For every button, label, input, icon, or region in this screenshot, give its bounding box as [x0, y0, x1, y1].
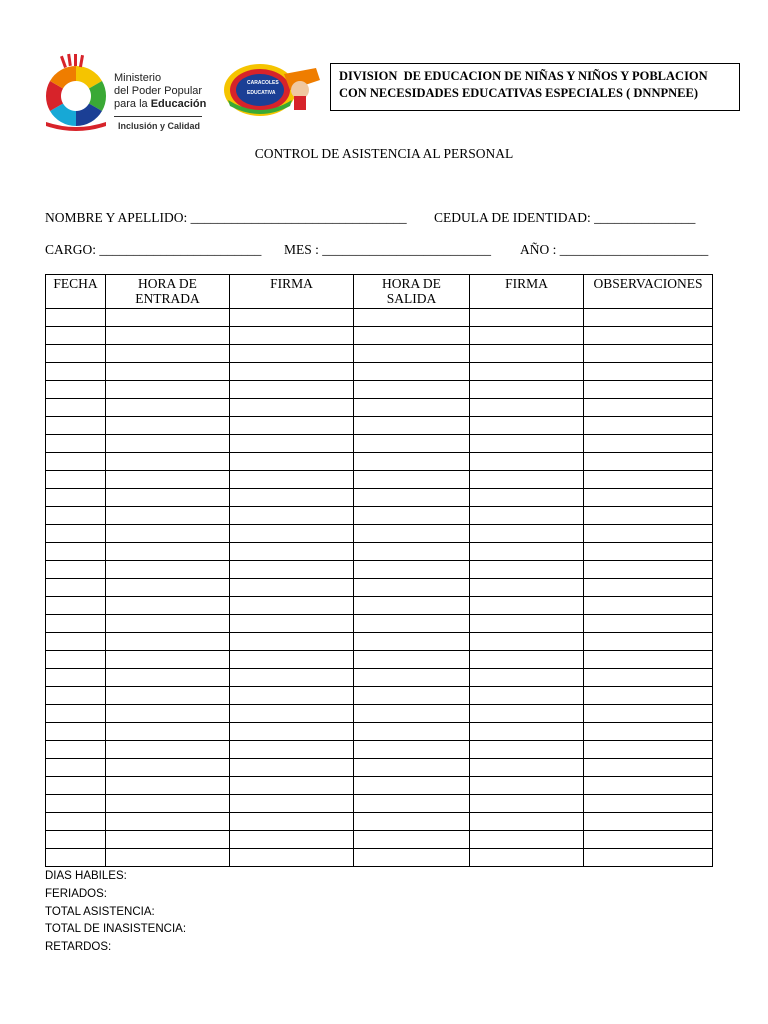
table-row	[46, 741, 713, 759]
table-cell[interactable]	[46, 453, 106, 471]
table-cell[interactable]	[470, 309, 584, 327]
table-cell[interactable]	[106, 669, 230, 687]
table-cell[interactable]	[106, 417, 230, 435]
table-cell[interactable]	[354, 849, 470, 867]
table-row	[46, 525, 713, 543]
mes-field[interactable]: MES : _________________________	[284, 242, 492, 257]
ministry-name-line1: Ministerio	[114, 72, 162, 84]
table-cell[interactable]	[46, 471, 106, 489]
column-header	[470, 275, 584, 309]
table-cell[interactable]	[584, 327, 713, 345]
table-cell[interactable]	[470, 759, 584, 777]
table-body	[46, 309, 713, 867]
column-header-text: FECHA	[53, 276, 98, 291]
ministry-logo-rule	[114, 116, 202, 117]
column-header	[584, 275, 713, 309]
document-title: CONTROL DE ASISTENCIA AL PERSONAL	[254, 146, 514, 161]
table-cell[interactable]	[230, 561, 354, 579]
table-cell[interactable]	[106, 345, 230, 363]
table-cell[interactable]	[106, 651, 230, 669]
table-cell[interactable]	[46, 705, 106, 723]
table-header-row	[46, 275, 713, 309]
table-row	[46, 687, 713, 705]
table-cell[interactable]	[106, 489, 230, 507]
table-cell[interactable]	[470, 831, 584, 849]
table-cell[interactable]	[106, 363, 230, 381]
table-cell[interactable]	[46, 741, 106, 759]
table-cell[interactable]	[106, 759, 230, 777]
table-cell[interactable]	[46, 543, 106, 561]
table-row	[46, 363, 713, 381]
table-cell[interactable]	[230, 399, 354, 417]
table-cell[interactable]	[470, 507, 584, 525]
table-cell[interactable]	[470, 579, 584, 597]
table-cell[interactable]	[46, 759, 106, 777]
table-cell[interactable]	[470, 471, 584, 489]
column-header	[230, 275, 354, 309]
table-cell[interactable]	[106, 435, 230, 453]
table-cell[interactable]	[230, 759, 354, 777]
table-cell[interactable]	[354, 579, 470, 597]
table-cell[interactable]	[230, 705, 354, 723]
table-cell[interactable]	[584, 633, 713, 651]
table-cell[interactable]	[584, 345, 713, 363]
table-cell[interactable]	[470, 669, 584, 687]
table-cell[interactable]	[354, 813, 470, 831]
table-cell[interactable]	[470, 453, 584, 471]
column-header-text: FIRMA	[270, 276, 313, 291]
campaign-text-line1: CARACOLES	[247, 80, 279, 86]
table-cell[interactable]	[230, 381, 354, 399]
table-cell[interactable]	[106, 597, 230, 615]
table-cell[interactable]	[470, 615, 584, 633]
column-header-text: SALIDA	[386, 291, 437, 306]
table-cell[interactable]	[470, 363, 584, 381]
table-row	[46, 723, 713, 741]
table-cell[interactable]	[106, 633, 230, 651]
table-cell[interactable]	[46, 669, 106, 687]
table-cell[interactable]	[354, 561, 470, 579]
column-header-text: FIRMA	[505, 276, 548, 291]
table-cell[interactable]	[584, 795, 713, 813]
table-cell[interactable]	[230, 453, 354, 471]
table-cell[interactable]	[584, 849, 713, 867]
table-cell[interactable]	[46, 831, 106, 849]
table-row	[46, 345, 713, 363]
table-cell[interactable]	[470, 723, 584, 741]
table-row	[46, 813, 713, 831]
table-cell[interactable]	[46, 345, 106, 363]
table-row	[46, 633, 713, 651]
table-cell[interactable]	[46, 795, 106, 813]
table-cell[interactable]	[106, 723, 230, 741]
table-cell[interactable]	[584, 399, 713, 417]
attendance-table	[45, 274, 713, 867]
table-cell[interactable]	[354, 435, 470, 453]
table-cell[interactable]	[470, 633, 584, 651]
table-cell[interactable]	[584, 309, 713, 327]
table-cell[interactable]	[46, 579, 106, 597]
table-cell[interactable]	[106, 381, 230, 399]
column-header-text: OBSERVACIONES	[593, 276, 703, 291]
ministry-logo	[42, 52, 212, 136]
table-cell[interactable]	[230, 579, 354, 597]
table-row	[46, 327, 713, 345]
division-line2: CON NECESIDADES EDUCATIVAS ESPECIALES ( DNNPNEE)	[339, 86, 698, 100]
table-cell[interactable]	[470, 345, 584, 363]
table-cell[interactable]	[584, 507, 713, 525]
table-cell[interactable]	[46, 777, 106, 795]
table-cell[interactable]	[470, 543, 584, 561]
table-cell[interactable]	[106, 525, 230, 543]
table-cell[interactable]	[230, 741, 354, 759]
table-row	[46, 777, 713, 795]
table-row	[46, 831, 713, 849]
table-cell[interactable]	[230, 345, 354, 363]
table-cell[interactable]	[230, 795, 354, 813]
total-asistencia-label: TOTAL ASISTENCIA:	[45, 906, 155, 918]
table-cell[interactable]	[354, 759, 470, 777]
ministry-emblem-icon	[42, 52, 112, 136]
table-cell[interactable]	[470, 651, 584, 669]
table-cell[interactable]	[354, 651, 470, 669]
table-cell[interactable]	[106, 777, 230, 795]
table-row	[46, 543, 713, 561]
table-cell[interactable]	[230, 435, 354, 453]
table-row	[46, 471, 713, 489]
total-inasistencia-label: TOTAL DE INASISTENCIA:	[45, 923, 187, 935]
feriados-label: FERIADOS:	[45, 888, 107, 900]
table-row	[46, 705, 713, 723]
table-cell[interactable]	[46, 723, 106, 741]
table-row	[46, 507, 713, 525]
table-cell[interactable]	[46, 651, 106, 669]
table-cell[interactable]	[584, 777, 713, 795]
table-cell[interactable]	[354, 741, 470, 759]
table-cell[interactable]	[584, 831, 713, 849]
table-cell[interactable]	[354, 831, 470, 849]
table-cell[interactable]	[470, 381, 584, 399]
table-cell[interactable]	[230, 507, 354, 525]
table-cell[interactable]	[470, 795, 584, 813]
table-cell[interactable]	[584, 543, 713, 561]
table-cell[interactable]	[584, 561, 713, 579]
cargo-field[interactable]: CARGO: ________________________	[45, 242, 262, 257]
column-header	[106, 275, 230, 309]
table-row	[46, 435, 713, 453]
table-cell[interactable]	[46, 417, 106, 435]
table-cell[interactable]	[230, 363, 354, 381]
table-cell[interactable]	[46, 489, 106, 507]
table-cell[interactable]	[470, 741, 584, 759]
table-row	[46, 381, 713, 399]
table-row	[46, 309, 713, 327]
table-cell[interactable]	[230, 777, 354, 795]
table-row	[46, 597, 713, 615]
table-cell[interactable]	[106, 453, 230, 471]
column-header	[354, 275, 470, 309]
table-cell[interactable]	[354, 597, 470, 615]
table-cell[interactable]	[106, 543, 230, 561]
table-cell[interactable]	[584, 597, 713, 615]
table-cell[interactable]	[354, 453, 470, 471]
ministry-tagline: Inclusión y Calidad	[118, 121, 201, 131]
table-cell[interactable]	[584, 651, 713, 669]
table-cell[interactable]	[354, 489, 470, 507]
dias-habiles-label: DIAS HABILES:	[45, 870, 127, 882]
table-cell[interactable]	[470, 849, 584, 867]
table-row	[46, 759, 713, 777]
table-row	[46, 795, 713, 813]
table-cell[interactable]	[106, 471, 230, 489]
table-cell[interactable]	[106, 849, 230, 867]
division-box	[330, 63, 740, 111]
table-cell[interactable]	[354, 471, 470, 489]
table-cell[interactable]	[584, 759, 713, 777]
table-cell[interactable]	[230, 417, 354, 435]
table-cell[interactable]	[354, 615, 470, 633]
table-cell[interactable]	[106, 507, 230, 525]
table-cell[interactable]	[46, 849, 106, 867]
column-header-text: HORA DE	[138, 276, 197, 291]
table-cell[interactable]	[470, 399, 584, 417]
table-cell[interactable]	[470, 417, 584, 435]
column-header-text: ENTRADA	[135, 291, 200, 306]
table-cell[interactable]	[584, 489, 713, 507]
table-cell[interactable]	[354, 795, 470, 813]
table-cell[interactable]	[584, 525, 713, 543]
table-cell[interactable]	[106, 831, 230, 849]
table-cell[interactable]	[230, 633, 354, 651]
table-cell[interactable]	[230, 597, 354, 615]
table-cell[interactable]	[354, 687, 470, 705]
table-cell[interactable]	[46, 687, 106, 705]
table-cell[interactable]	[354, 723, 470, 741]
table-row	[46, 489, 713, 507]
table-cell[interactable]	[106, 327, 230, 345]
table-cell[interactable]	[584, 687, 713, 705]
table-cell[interactable]	[354, 777, 470, 795]
table-cell[interactable]	[106, 795, 230, 813]
table-cell[interactable]	[106, 615, 230, 633]
table-cell[interactable]	[46, 363, 106, 381]
column-header	[46, 275, 106, 309]
table-cell[interactable]	[46, 381, 106, 399]
table-cell[interactable]	[230, 831, 354, 849]
retardos-label: RETARDOS:	[45, 941, 112, 953]
table-row	[46, 399, 713, 417]
table-cell[interactable]	[354, 309, 470, 327]
ministry-name-prefix: para la	[114, 98, 151, 110]
table-cell[interactable]	[470, 327, 584, 345]
table-cell[interactable]	[46, 597, 106, 615]
table-row	[46, 615, 713, 633]
table-cell[interactable]	[584, 471, 713, 489]
table-cell[interactable]	[584, 813, 713, 831]
table-cell[interactable]	[584, 579, 713, 597]
table-cell[interactable]	[46, 507, 106, 525]
campaign-logo	[220, 60, 322, 120]
cedula-identidad-field[interactable]: CEDULA DE IDENTIDAD: _______________	[434, 210, 696, 225]
table-cell[interactable]	[46, 525, 106, 543]
table-row	[46, 579, 713, 597]
table-cell[interactable]	[470, 435, 584, 453]
division-line1: DIVISION DE EDUCACION DE NIÑAS Y NIÑOS Y POBLACION	[339, 69, 708, 83]
table-cell[interactable]	[230, 489, 354, 507]
table-cell[interactable]	[470, 561, 584, 579]
table-cell[interactable]	[230, 651, 354, 669]
table-cell[interactable]	[470, 687, 584, 705]
table-cell[interactable]	[470, 705, 584, 723]
table-cell[interactable]	[46, 633, 106, 651]
table-cell[interactable]	[584, 417, 713, 435]
campaign-text-line2: EDUCATIVA	[247, 90, 276, 96]
table-cell[interactable]	[354, 633, 470, 651]
table-cell[interactable]	[230, 525, 354, 543]
table-row	[46, 561, 713, 579]
table-cell[interactable]	[46, 615, 106, 633]
table-row	[46, 453, 713, 471]
table-cell[interactable]	[354, 669, 470, 687]
table-cell[interactable]	[470, 597, 584, 615]
table-cell[interactable]	[354, 507, 470, 525]
ministry-name-bold: Educación	[150, 98, 207, 110]
table-cell[interactable]	[470, 525, 584, 543]
table-cell[interactable]	[584, 363, 713, 381]
table-cell[interactable]	[354, 363, 470, 381]
table-row	[46, 651, 713, 669]
table-cell[interactable]	[230, 723, 354, 741]
table-cell[interactable]	[230, 669, 354, 687]
column-header-text: HORA DE	[382, 276, 441, 291]
table-cell[interactable]	[354, 345, 470, 363]
table-cell[interactable]	[46, 561, 106, 579]
table-cell[interactable]	[354, 705, 470, 723]
table-cell[interactable]	[106, 579, 230, 597]
table-cell[interactable]	[584, 723, 713, 741]
table-cell[interactable]	[584, 381, 713, 399]
table-cell[interactable]	[46, 327, 106, 345]
table-cell[interactable]	[354, 543, 470, 561]
table-cell[interactable]	[584, 453, 713, 471]
table-cell[interactable]	[584, 615, 713, 633]
table-cell[interactable]	[106, 309, 230, 327]
table-cell[interactable]	[46, 309, 106, 327]
table-row	[46, 417, 713, 435]
table-cell[interactable]	[354, 327, 470, 345]
table-cell[interactable]	[470, 489, 584, 507]
nombre-apellido-field[interactable]: NOMBRE Y APELLIDO: ________________________________	[45, 210, 407, 225]
table-cell[interactable]	[470, 813, 584, 831]
table-cell[interactable]	[584, 669, 713, 687]
table-cell[interactable]	[230, 813, 354, 831]
table-cell[interactable]	[230, 309, 354, 327]
table-cell[interactable]	[230, 543, 354, 561]
ministry-name-line3	[114, 98, 206, 111]
table-row	[46, 669, 713, 687]
table-row	[46, 849, 713, 867]
table-cell[interactable]	[46, 399, 106, 417]
table-cell[interactable]	[230, 615, 354, 633]
table-cell[interactable]	[584, 705, 713, 723]
table-cell[interactable]	[230, 849, 354, 867]
table-cell[interactable]	[584, 741, 713, 759]
table-cell[interactable]	[230, 687, 354, 705]
table-cell[interactable]	[354, 399, 470, 417]
table-cell[interactable]	[106, 813, 230, 831]
table-cell[interactable]	[106, 561, 230, 579]
table-cell[interactable]	[106, 687, 230, 705]
table-cell[interactable]	[354, 525, 470, 543]
ministry-name-line2: del Poder Popular	[114, 85, 203, 97]
table-cell[interactable]	[106, 741, 230, 759]
table-cell[interactable]	[584, 435, 713, 453]
table-cell[interactable]	[230, 327, 354, 345]
table-cell[interactable]	[106, 399, 230, 417]
table-cell[interactable]	[106, 705, 230, 723]
anio-field[interactable]: AÑO : ______________________	[520, 242, 709, 257]
table-cell[interactable]	[470, 777, 584, 795]
table-cell[interactable]	[354, 417, 470, 435]
table-cell[interactable]	[230, 471, 354, 489]
table-cell[interactable]	[46, 813, 106, 831]
table-cell[interactable]	[354, 381, 470, 399]
table-cell[interactable]	[46, 435, 106, 453]
